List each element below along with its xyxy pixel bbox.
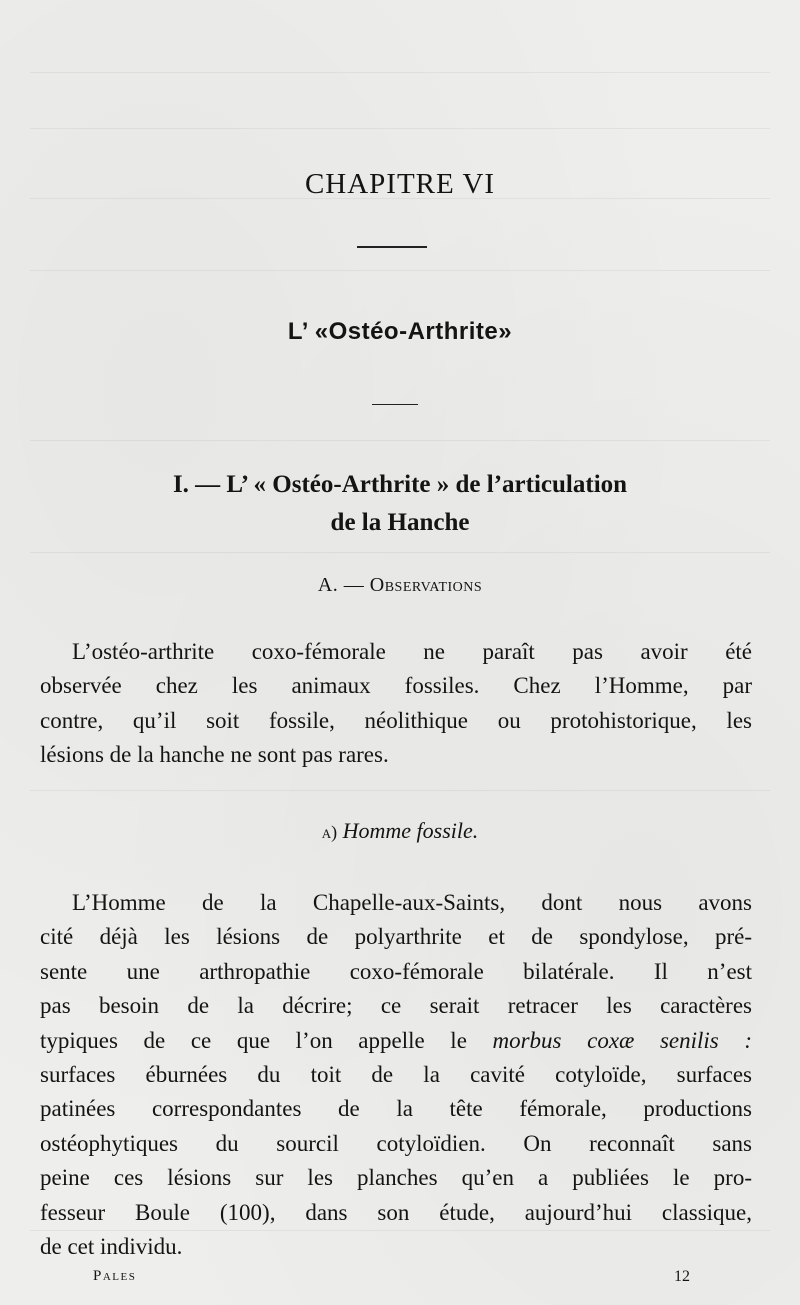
text-line: peine ces lésions sur les planches qu’en a publiées le pro- [40,1165,752,1191]
text-line: fesseur Boule (100), dans son étude, aujourd’hui classique, [40,1199,752,1225]
chapter-rule [357,246,427,248]
show-through-line [30,790,770,791]
page-number: 12 [674,1268,690,1285]
text-line: lésions de la hanche ne sont pas rares. [40,742,389,768]
section-title [0,466,800,542]
text-line: contre, qu’il soit fossile, néolithique ou protohistorique, les [40,707,752,733]
text-line: L’ostéo-arthrite coxo-fémorale ne paraît pas avoir été [72,639,752,664]
section-title-line: de la Hanche [330,509,470,536]
title-rule [372,404,418,405]
show-through-line [30,270,770,271]
subsubsection-prefix: a) [321,822,338,842]
subsection-prefix: A. — [317,574,365,596]
text-line: ostéophytiques du sourcil cotyloïdien. On reconnaît sans [40,1130,752,1156]
text-line: observée chez les animaux fossiles. Chez l’Homme, par [40,673,752,699]
show-through-line [30,128,770,129]
show-through-line [30,440,770,441]
text-line: de cet individu. [40,1234,183,1260]
text-line: pas besoin de la décrire; ce serait retracer les caractères [40,993,752,1019]
signature-mark: Pales [93,1268,137,1284]
text-line: cité déjà les lésions de polyarthrite et de spondylose, pré- [40,924,752,950]
text-line: patinées correspondantes de la tête fémorale, productions [40,1096,752,1122]
chapter-title: L’ «Ostéo-Arthrite» [287,318,513,345]
show-through-line [30,552,770,553]
text-line: L’Homme de la Chapelle-aux-Saints, dont nous avons [72,890,752,915]
chapter-heading: CHAPITRE VI [304,168,496,200]
text-line: typiques de ce que l’on appelle le morbus coxæ senilis : [40,1027,752,1053]
subsubsection-label: Homme fossile. [342,818,479,843]
text-line: sente une arthropathie coxo-fémorale bilatérale. Il n’est [40,958,752,984]
paragraph [40,886,752,1264]
subsubsection-heading [0,818,800,844]
text-line: surfaces éburnées du toit de la cavité cotyloïde, surfaces [40,1062,752,1088]
subsection-label: Observations [369,574,483,596]
paragraph [40,635,752,773]
show-through-line [30,72,770,73]
section-title-line: I. — L’ « Ostéo-Arthrite » de l’articulation [172,471,628,498]
subsection-heading [0,574,800,597]
